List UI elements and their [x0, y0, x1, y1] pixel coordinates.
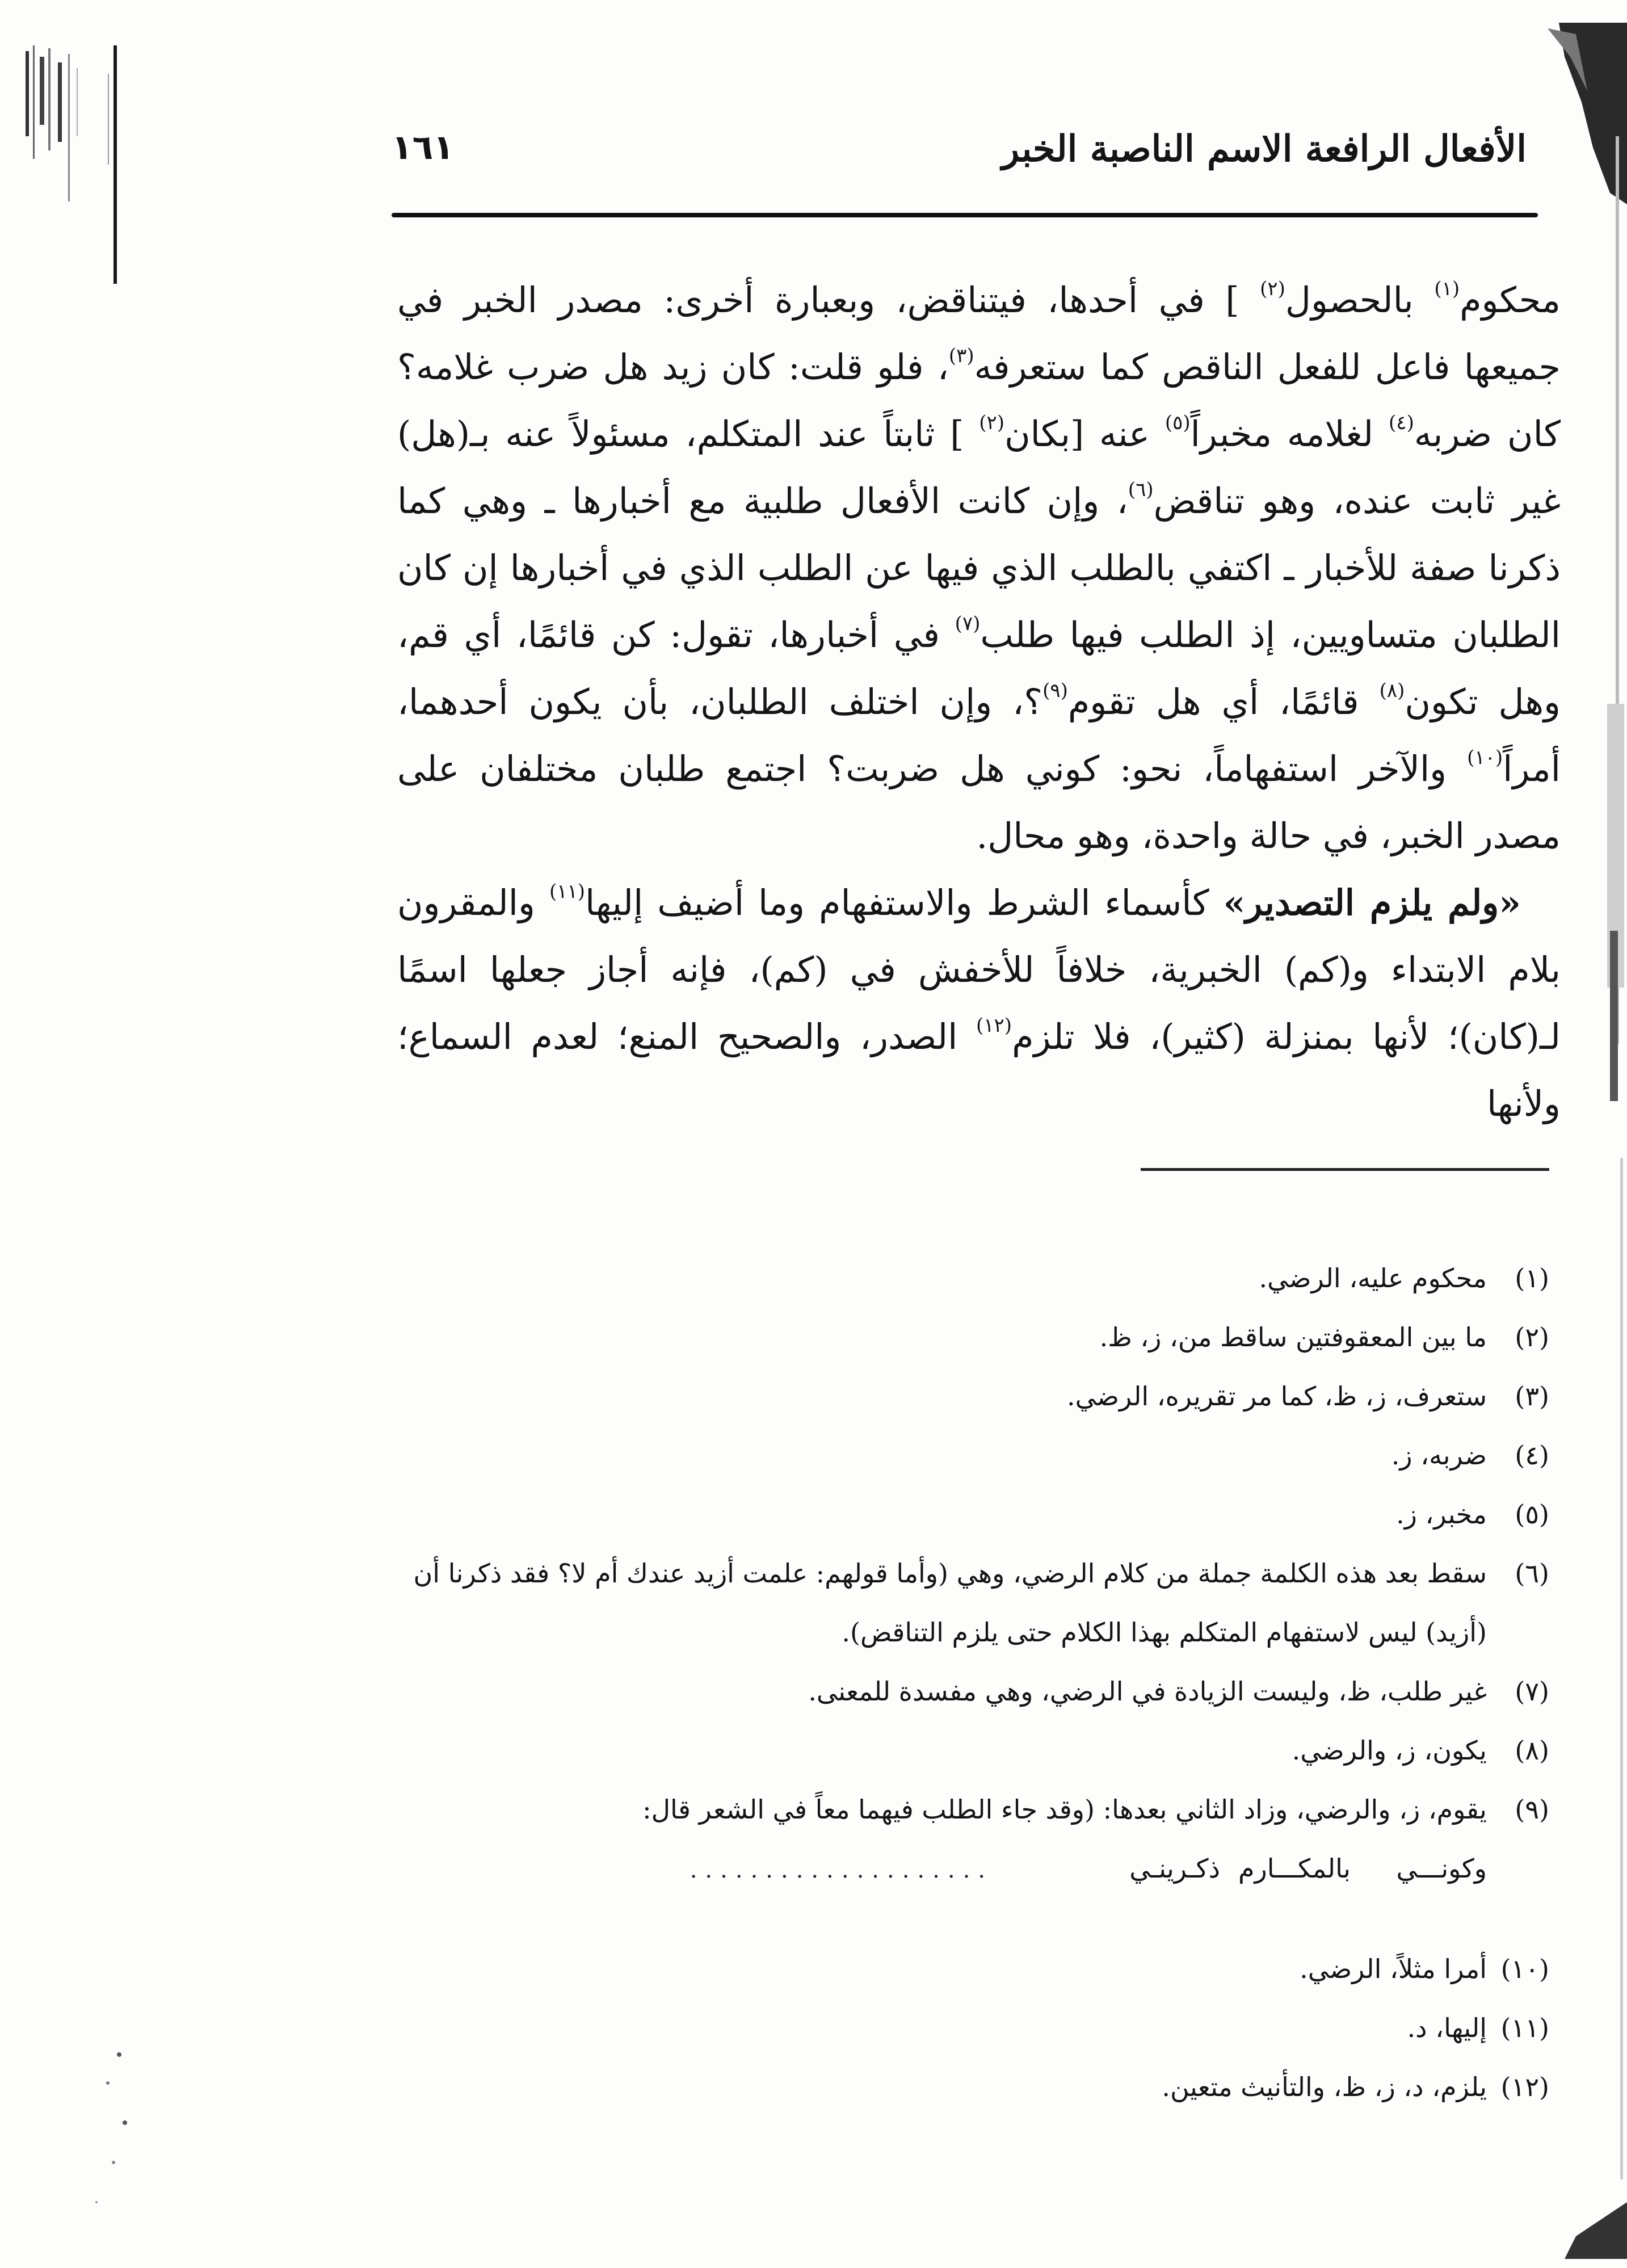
text-run: ] ثابتاً عند المتكلم، مسئولاً عنه بـ(هل) غير ثابت عنده، وهو تناقض — [397, 413, 1561, 522]
header-rule — [392, 213, 1538, 217]
scan-speckles — [85, 2032, 153, 2214]
footnote-text: يقوم، ز، والرضي، وزاد الثاني بعدها: (وقد جاء الطلب فيهما معاً في الشعر قال: — [642, 1794, 1487, 1825]
text-run: والمقرون بلام الابتداء و(كم) الخبرية، خلافاً للأخفش في (كم)، فإنه أجاز جعلها اسمًا لـ(كان)؛ لأنها بمنزلة (كثير)، فلا تلزم — [397, 882, 1561, 1057]
footnote-item — [392, 1249, 1549, 1308]
footnote-item — [392, 1544, 1549, 1662]
scan-edge-artifact-left — [23, 40, 136, 289]
footnote-item — [392, 1998, 1549, 2057]
footnote-text: يلزم، د، ز، ظ، والتأنيث متعين. — [1162, 2072, 1487, 2102]
footnote-number: (٩) — [1515, 1794, 1549, 1825]
footnote-text: ستعرف، ز، ظ، كما مر تقريره، الرضي. — [1066, 1381, 1487, 1412]
footnote-ref: (٧) — [955, 612, 981, 635]
footnote-text: يكون، ز، والرضي. — [1292, 1735, 1487, 1766]
text-run: الصدر، والصحيح المنع؛ لعدم السماع؛ ولأنها — [397, 1016, 1561, 1124]
footnote-ref: (٢) — [1260, 278, 1285, 300]
footnote-ref: (٩) — [1042, 679, 1068, 702]
footnote-ref: (٤) — [1389, 411, 1414, 434]
footnote-number: (٥) — [1515, 1499, 1549, 1530]
footnote-item — [392, 1367, 1549, 1426]
footnote-ref: (١٠) — [1467, 746, 1503, 769]
footnote-item — [392, 1662, 1549, 1721]
footnote-ref: (٦) — [1128, 478, 1154, 501]
footnote-text: سقط بعد هذه الكلمة جملة من كلام الرضي، وهي (وأما قولهم: علمت أزيد عندك أم لا؟ فقد ذكرنا أن (أزيد) ليس لاستفهام المتكلم بهذا الكلام حتى يلزم التناقض). — [413, 1558, 1487, 1648]
main-text — [397, 267, 1561, 1137]
footnote-item — [392, 1308, 1549, 1367]
footnote-number: (١١) — [1500, 2013, 1549, 2043]
footnote-text: ما بين المعقوفتين ساقط من، ز، ظ. — [1099, 1322, 1487, 1353]
footnote-text: مخبر، ز. — [1396, 1499, 1487, 1530]
text-run: ، فلو قلت: كان زيد هل ضرب غلامه؟ كان ضربه — [397, 346, 1561, 455]
text-run: بالحصول — [1285, 279, 1435, 321]
verse-line — [392, 1839, 1549, 1900]
footnotes — [392, 1249, 1549, 2116]
footnote-item — [392, 1426, 1549, 1485]
footnote-number: (٦) — [1515, 1558, 1549, 1589]
verse-word: بالمكـــارم — [1238, 1853, 1351, 1884]
footnote-ref: (٢) — [979, 411, 1005, 434]
footnote-number: (١) — [1515, 1263, 1549, 1293]
page-number: ١٦١ — [392, 128, 454, 167]
text-run: في أخبارها، تقول: كن قائمًا، أي قم، وهل تكون — [397, 614, 1561, 723]
text-run: عنه [بكان — [1004, 413, 1165, 455]
paragraph-lead: «ولم يلزم التصدير» — [1223, 882, 1521, 923]
paragraph-1 — [397, 267, 1561, 870]
text-run: ] في أحدها، فيتناقض، وبعبارة أخرى: مصدر الخبر في جميعها فاعل للفعل الناقص كما ستعرفه — [397, 279, 1561, 388]
text-run: والآخر استفهاماً، نحو: كوني هل ضربت؟ اجتمع طلبان مختلفان على مصدر الخبر، في حالة واحدة، وهو محال. — [397, 748, 1561, 856]
footnote-number: (٨) — [1515, 1735, 1549, 1766]
text-run: محكوم — [1460, 279, 1561, 321]
chapter-title: الأفعال الرافعة الاسم الناصبة الخبر — [1002, 128, 1527, 170]
footnote-number: (١٠) — [1500, 1954, 1549, 1984]
verse-word: وكونـــي — [1396, 1853, 1487, 1884]
footnote-separator — [1141, 1168, 1549, 1171]
footnote-ref: (٨) — [1379, 679, 1405, 702]
text-run: لغلامه مخبراً — [1190, 413, 1389, 455]
footnote-ref: (٥) — [1164, 411, 1191, 434]
running-head — [392, 128, 1527, 196]
footnote-text: أمرا مثلاً، الرضي. — [1300, 1954, 1487, 1984]
footnote-item — [392, 1485, 1549, 1544]
footnote-item — [392, 1939, 1549, 1998]
footnote-item — [392, 1721, 1549, 1780]
footnote-text: إليها، د. — [1407, 2013, 1487, 2043]
footnote-ref: (١٢) — [976, 1014, 1012, 1037]
footnote-number: (٧) — [1515, 1676, 1549, 1707]
footnote-ref: (١) — [1434, 278, 1460, 300]
verse-ellipsis: .................... — [690, 1857, 993, 1883]
text-run: ، وإن كانت الأفعال طلبية مع أخبارها ـ وهي كما ذكرنا صفة للأخبار ـ اكتفي بالطلب الذي فيها عن الطلب الذي في أخبارها إن كان الطلبان متساويين، إذ الطلب فيها طلب — [397, 480, 1561, 656]
text-run: كأسماء الشرط والاستفهام وما أضيف إليها — [585, 882, 1224, 923]
footnote-number: (٤) — [1515, 1440, 1549, 1471]
footnote-number: (٣) — [1515, 1381, 1549, 1412]
footnote-item — [392, 2057, 1549, 2116]
footnote-item — [392, 1780, 1549, 1839]
footnote-text: محكوم عليه، الرضي. — [1259, 1263, 1487, 1293]
footnote-number: (١٢) — [1500, 2072, 1549, 2102]
scan-edge-artifact-right — [1553, 23, 1627, 2259]
footnote-text: ضربه، ز. — [1391, 1440, 1487, 1471]
footnote-text: غير طلب، ظ، وليست الزيادة في الرضي، وهي مفسدة للمعنى. — [808, 1676, 1487, 1707]
text-run: ؟، وإن اختلف الطلبان، بأن يكون أحدهما، أمراً — [397, 681, 1561, 789]
footnote-gap — [392, 1900, 1549, 1939]
footnote-ref: (١١) — [549, 880, 585, 903]
verse-word: ذكـرينـي — [1129, 1853, 1220, 1884]
text-run: قائمًا، أي هل تقوم — [1067, 681, 1380, 723]
footnote-number: (٢) — [1515, 1322, 1549, 1353]
footnote-ref: (٣) — [948, 345, 974, 367]
paragraph-2 — [397, 870, 1561, 1137]
